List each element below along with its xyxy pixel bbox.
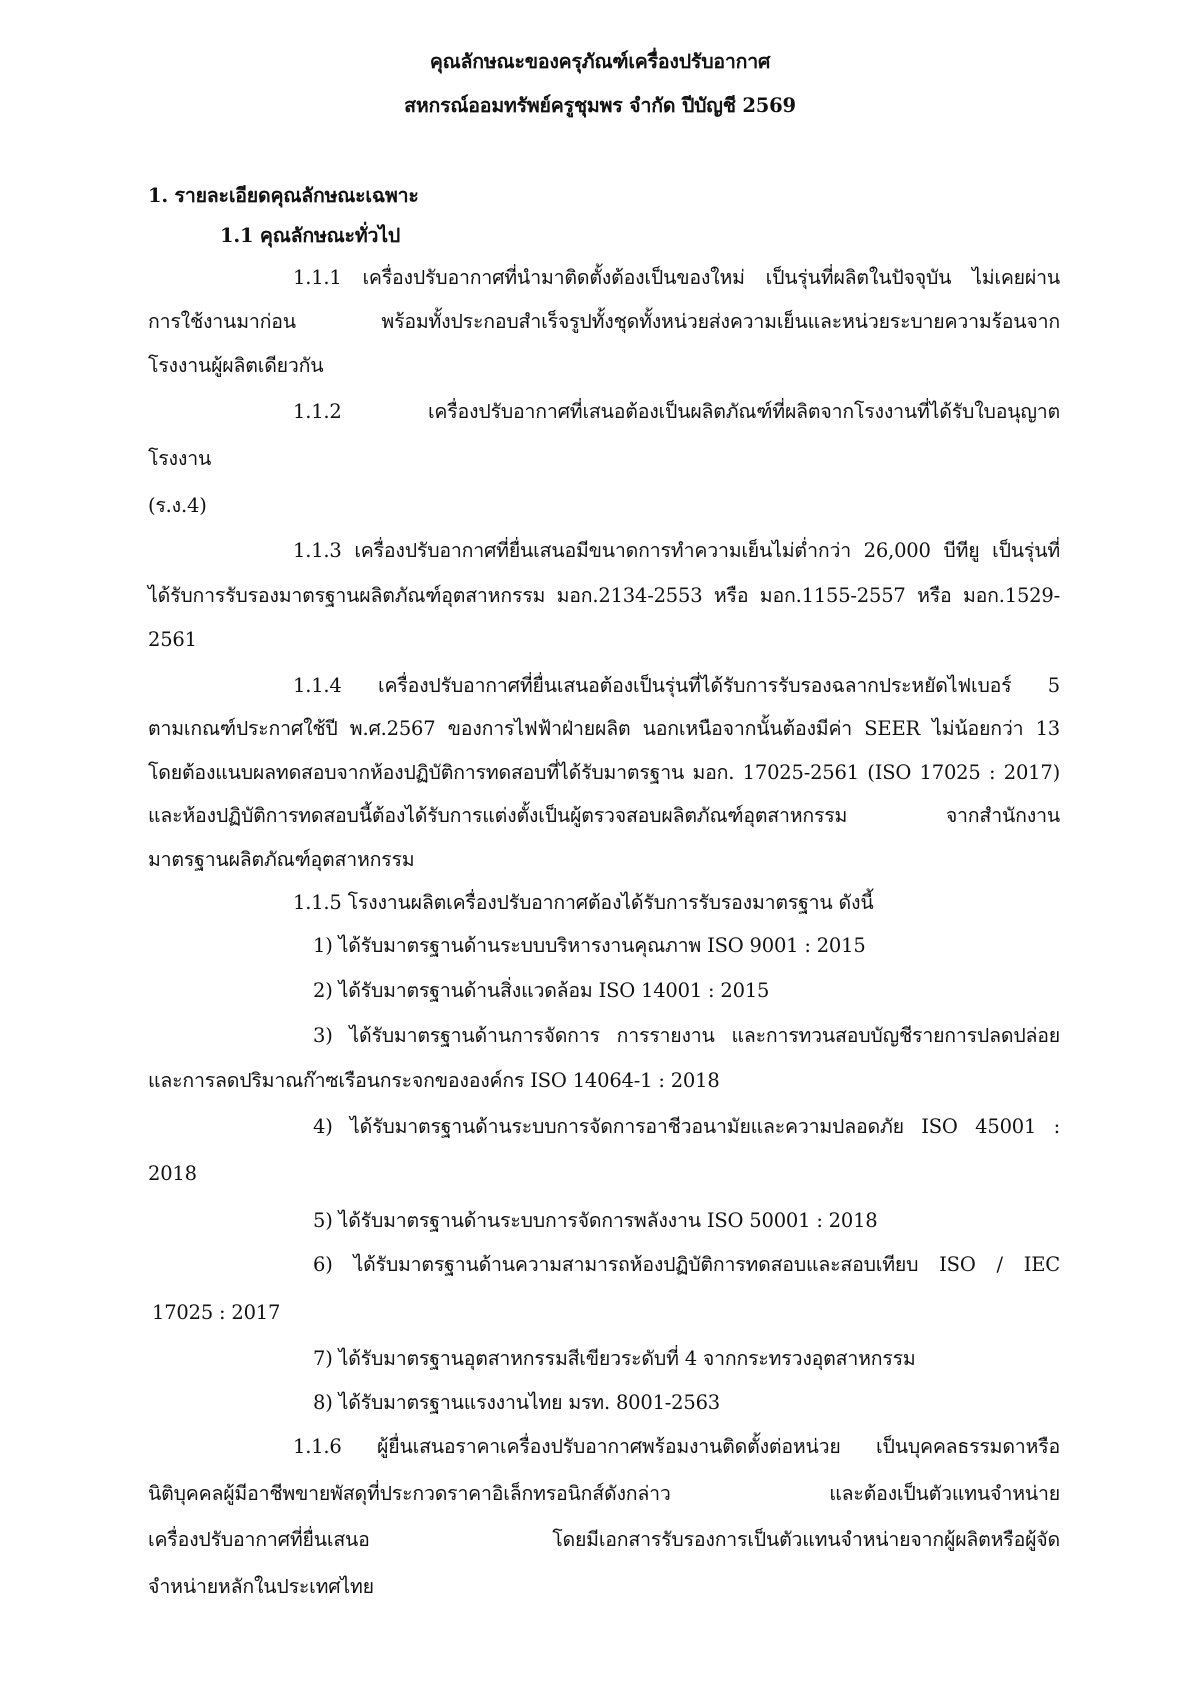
paragraph-line: การใช้งานมาก่อน พร้อมทั้งประกอบสำเร็จรูปทั้งชุดทั้งหน่วยส่งความเย็นและหน่วยระบายความร้อนจาก — [148, 310, 1060, 333]
paragraph-line: 1.1.6 ผู้ยื่นเสนอราคาเครื่องปรับอากาศพร้อมงานติดตั้งต่อหน่วย เป็นบุคคลธรรมดาหรือ — [293, 1435, 1060, 1458]
list-item: 3) ได้รับมาตรฐานด้านการจัดการ การรายงาน และการทวนสอบบัญชีรายการปลดปล่อย — [313, 1024, 1060, 1047]
paragraph-line: 1.1.5 โรงงานผลิตเครื่องปรับอากาศต้องได้รับการรับรองมาตรฐาน ดังนี้ — [293, 891, 874, 914]
paragraph-line: เครื่องปรับอากาศที่ยื่นเสนอ โดยมีเอกสารรับรองการเป็นตัวแทนจำหน่ายจากผู้ผลิตหรือผู้จัด — [148, 1528, 1060, 1551]
paragraph-line: 1.1.3 เครื่องปรับอากาศที่ยื่นเสนอมีขนาดการทำความเย็นไม่ต่ำกว่า 26,000 บีทียู เป็นรุ่นที่ — [293, 539, 1060, 562]
paragraph-line: 1.1.4 เครื่องปรับอากาศที่ยื่นเสนอต้องเป็นรุ่นที่ได้รับการรับรองฉลากประหยัดไฟเบอร์ 5 — [293, 674, 1060, 697]
paragraph-line: มาตรฐานผลิตภัณฑ์อุตสาหกรรม — [148, 848, 415, 871]
paragraph-line: โรงงานผู้ผลิตเดียวกัน — [148, 354, 324, 377]
paragraph-line: และห้องปฏิบัติการทดสอบนี้ต้องได้รับการแต่งตั้งเป็นผู้ตรวจสอบผลิตภัณฑ์อุตสาหกรรม จากสำนักงาน — [148, 804, 1060, 827]
list-item: 8) ได้รับมาตรฐานแรงงานไทย มรท. 8001-2563 — [313, 1391, 720, 1414]
list-item-continuation: และการลดปริมาณก๊าซเรือนกระจกขององค์กร ISO 14064-1 : 2018 — [148, 1069, 720, 1092]
paragraph-line: 2561 — [148, 628, 197, 651]
paragraph-line: โดยต้องแนบผลทดสอบจากห้องปฏิบัติการทดสอบที่ได้รับมาตรฐาน มอก. 17025-2561 (ISO 17025 : 2017) — [148, 761, 1060, 784]
paragraph-line: (ร.ง.4) — [148, 494, 207, 517]
paragraph-line: 1.1.1 เครื่องปรับอากาศที่นำมาติดตั้งต้องเป็นของใหม่ เป็นรุ่นที่ผลิตในปัจจุบัน ไม่เคยผ่าน — [293, 266, 1060, 289]
paragraph-line: 1.1.2 เครื่องปรับอากาศที่เสนอต้องเป็นผลิตภัณฑ์ที่ผลิตจากโรงงานที่ได้รับใบอนุญาต — [293, 400, 1060, 423]
paragraph-line: นิติบุคคลผู้มีอาชีพขายพัสดุที่ประกวดราคาอิเล็กทรอนิกส์ดังกล่าว และต้องเป็นตัวแทนจำหน่าย — [148, 1482, 1060, 1505]
list-item: 6) ได้รับมาตรฐานด้านความสามารถห้องปฏิบัติการทดสอบและสอบเทียบ ISO / IEC — [313, 1253, 1060, 1276]
subsection-heading: 1.1 คุณลักษณะทั่วไป — [220, 224, 401, 247]
list-item: 2) ได้รับมาตรฐานด้านสิ่งแวดล้อม ISO 14001 : 2015 — [313, 979, 770, 1002]
paragraph-line: ได้รับการรับรองมาตรฐานผลิตภัณฑ์อุตสาหกรรม มอก.2134-2553 หรือ มอก.1155-2557 หรือ มอก.1529- — [148, 584, 1060, 607]
list-item: 4) ได้รับมาตรฐานด้านระบบการจัดการอาชีวอนามัยและความปลอดภัย ISO 45001 : — [313, 1115, 1060, 1138]
list-item-continuation: 17025 : 2017 — [152, 1301, 281, 1324]
document-subtitle: สหกรณ์ออมทรัพย์ครูชุมพร จำกัด ปีบัญชี 2569 — [404, 94, 796, 117]
paragraph-line: จำหน่ายหลักในประเทศไทย — [148, 1575, 374, 1598]
paragraph-line: ตามเกณฑ์ประกาศใช้ปี พ.ศ.2567 ของการไฟฟ้าฝ่ายผลิต นอกเหนือจากนั้นต้องมีค่า SEER ไม่น้อยกว่า 13 — [148, 717, 1060, 740]
list-item: 1) ได้รับมาตรฐานด้านระบบบริหารงานคุณภาพ ISO 9001 : 2015 — [313, 934, 866, 957]
document-title: คุณลักษณะของครุภัณฑ์เครื่องปรับอากาศ — [429, 50, 771, 73]
list-item: 7) ได้รับมาตรฐานอุตสาหกรรมสีเขียวระดับที่ 4 จากกระทรวงอุตสาหกรรม — [313, 1347, 916, 1370]
list-item: 5) ได้รับมาตรฐานด้านระบบการจัดการพลังงาน ISO 50001 : 2018 — [313, 1209, 878, 1232]
paragraph-line: โรงงาน — [148, 447, 212, 470]
list-item-continuation: 2018 — [148, 1162, 197, 1185]
section-heading: 1. รายละเอียดคุณลักษณะเฉพาะ — [148, 184, 419, 207]
